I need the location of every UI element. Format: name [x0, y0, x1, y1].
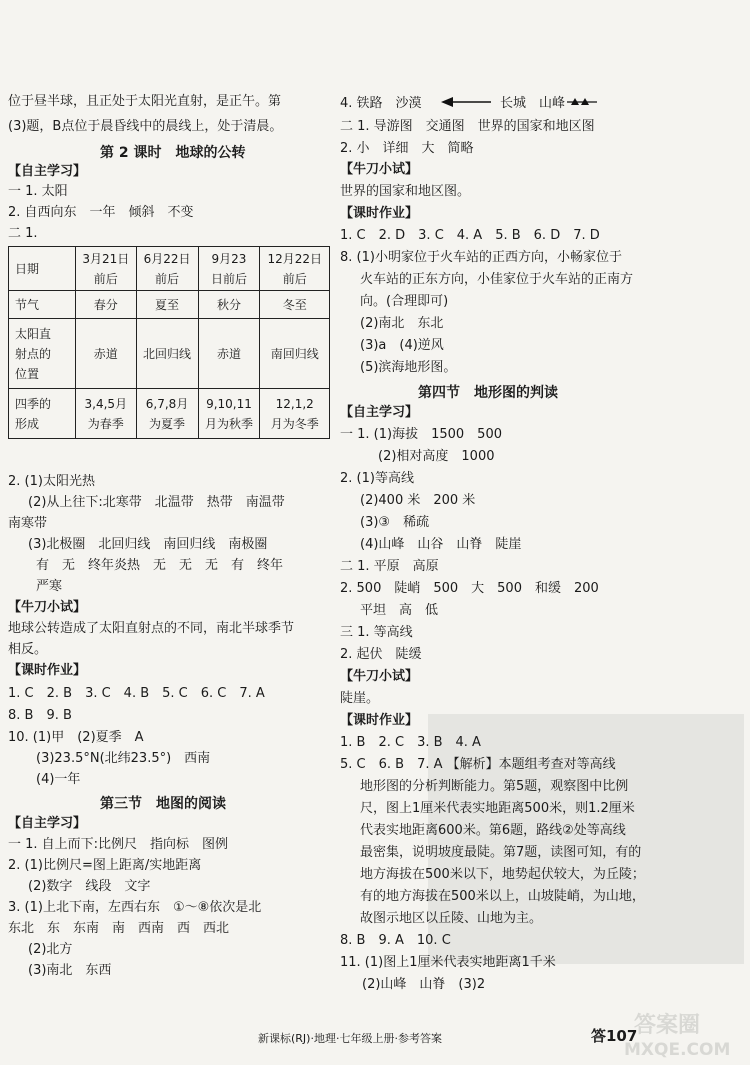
text-line: 2. 500 陡峭 500 大 500 和缓 200	[340, 581, 599, 596]
text-line: 11. (1)图上1厘米代表实地距离1千米	[340, 955, 556, 970]
text-line: (3)北极圈 北回归线 南回归线 南极圈	[28, 537, 268, 552]
text-line: 2. (1)等高线	[340, 471, 414, 486]
section-label: 【自主学习】	[8, 816, 87, 831]
page-footer: 新课标(RJ)·地理·七年级上册·参考答案	[258, 1032, 442, 1045]
text-line: 二 1. 平原 高原	[340, 559, 439, 574]
season-table	[8, 246, 330, 439]
table-cell: 赤道	[198, 319, 260, 389]
section-label: 【课时作业】	[340, 713, 419, 728]
arrow-left-icon	[441, 95, 493, 109]
section-title: 第四节 地形图的判读	[418, 385, 558, 401]
text-line: 世界的国家和地区图。	[340, 184, 471, 199]
text-line: (2)南北 东北	[360, 316, 444, 331]
text-line: (2)从上往下:北寒带 北温带 热带 南温带	[28, 495, 285, 510]
text-line: 8. B 9. B	[8, 708, 72, 723]
page-number: 答107	[591, 1027, 638, 1045]
text-line: (2)数字 线段 文字	[28, 879, 151, 894]
table-cell: 秋分	[198, 291, 260, 319]
text-line: 一 1. 太阳	[8, 184, 68, 199]
text-line: 2. 自西向东 一年 倾斜 不变	[8, 205, 194, 220]
text-line: 南寒带	[8, 516, 48, 531]
text-line: (3)③ 稀疏	[360, 515, 430, 530]
text-line: 尺，图上1厘米代表实地距离500米，则1.2厘米	[360, 801, 635, 816]
text-line: 火车站的正东方向，小佳家位于火车站的正南方	[360, 272, 634, 287]
section-label: 【牛刀小试】	[340, 162, 419, 177]
text-line: 1. C 2. D 3. C 4. A 5. B 6. D 7. D	[340, 228, 600, 243]
text-line: 4. 铁路 沙漠	[340, 96, 422, 111]
text-line: (4)山峰 山谷 山脊 陡崖	[360, 537, 522, 552]
table-cell: 9月23 日前后	[198, 247, 260, 291]
section-label: 【自主学习】	[8, 164, 87, 179]
text-line: 10. (1)甲 (2)夏季 A	[8, 730, 144, 745]
table-cell: 南回归线	[260, 319, 330, 389]
table-cell: 6月22日 前后	[136, 247, 198, 291]
text-line: 二 1.	[8, 226, 38, 241]
text-line: 5. C 6. B 7. A 【解析】本题组考查对等高线	[340, 757, 616, 772]
text-line: (5)滨海地形图。	[360, 360, 457, 375]
text-line: 有的地方海拔在500米以上，山坡陡峭，为山地，	[360, 889, 645, 904]
text-line: 平坦 高 低	[360, 603, 439, 618]
text-line: (3)a (4)逆风	[360, 338, 444, 353]
text-line: 故图示地区以丘陵、山地为主。	[360, 911, 543, 926]
text-line: 地球公转造成了太阳直射点的不同，南北半球季节	[8, 621, 295, 636]
text-line: (3)南北 东西	[28, 963, 112, 978]
section-label: 【课时作业】	[340, 206, 419, 221]
text-line: 地形图的分析判断能力。第5题，观察图中比例	[360, 779, 629, 794]
table-cell: 9,10,11 月为秋季	[198, 389, 260, 439]
watermark-url: MXQE.COM	[624, 1040, 731, 1060]
text-line: 2. (1)比例尺=图上距离/实地距离	[8, 858, 202, 873]
text-line: (2)400 米 200 米	[360, 493, 476, 508]
text-line: 最密集，说明坡度最陡。第7题，读图可知，有的	[360, 845, 642, 860]
table-cell: 赤道	[76, 319, 137, 389]
lesson-title: 第 2 课时 地球的公转	[100, 145, 246, 161]
section-label: 【课时作业】	[8, 663, 87, 678]
table-cell: 太阳直 射点的 位置	[9, 319, 76, 389]
peak-symbol-icon	[567, 95, 597, 109]
text-line: 2. 小 详细 大 简略	[340, 141, 474, 156]
table-cell: 12,1,2 月为冬季	[260, 389, 330, 439]
table-cell: 3,4,5月 为春季	[76, 389, 137, 439]
text-line: 二 1. 导游图 交通图 世界的国家和地区图	[340, 119, 595, 134]
text-line: 陡崖。	[340, 691, 380, 706]
text-line: 一 1. (1)海拔 1500 500	[340, 427, 502, 442]
text-line: 地方海拔在500米以下，地势起伏较大，为丘陵；	[360, 867, 645, 882]
text-line: 2. 起伏 陡缓	[340, 647, 422, 662]
table-cell: 春分	[76, 291, 137, 319]
text-line: (3)23.5°N(北纬23.5°) 西南	[36, 751, 211, 766]
section-label: 【牛刀小试】	[8, 600, 87, 615]
text-line: (3)题，B点位于晨昏线中的晨线上，处于清晨。	[8, 119, 283, 134]
text-line: (4)一年	[36, 772, 81, 787]
text-line: 8. B 9. A 10. C	[340, 933, 451, 948]
table-header: 日期	[9, 247, 76, 291]
text-line: 相反。	[8, 642, 48, 657]
table-cell: 12月22日 前后	[260, 247, 330, 291]
text-line: 代表实地距离600米。第6题，路线②处等高线	[360, 823, 626, 838]
text-line: 向。(合理即可)	[360, 294, 449, 309]
table-cell: 6,7,8月 为夏季	[136, 389, 198, 439]
text-line: 位于昼半球，且正处于太阳光直射，是正午。第	[8, 94, 282, 109]
table-cell: 3月21日 前后	[76, 247, 137, 291]
section-label: 【自主学习】	[340, 405, 419, 420]
text-line: (2)山峰 山脊 (3)2	[362, 977, 486, 992]
text-line: 2. (1)太阳光热	[8, 474, 95, 489]
text-line: 3. (1)上北下南，左西右东 ①～⑧依次是北	[8, 900, 262, 915]
text-line: (2)相对高度 1000	[378, 449, 495, 464]
section-label: 【牛刀小试】	[340, 669, 419, 684]
section-title: 第三节 地图的阅读	[100, 796, 226, 812]
text-line: 有 无 终年炎热 无 无 无 有 终年	[36, 558, 284, 573]
text-line: 长城 山峰	[500, 96, 566, 111]
table-cell: 北回归线	[136, 319, 198, 389]
text-line: 三 1. 等高线	[340, 625, 413, 640]
table-cell: 四季的 形成	[9, 389, 76, 439]
text-line: (2)北方	[28, 942, 73, 957]
table-cell: 夏至	[136, 291, 198, 319]
text-line: 8. (1)小明家位于火车站的正西方向，小畅家位于	[340, 250, 622, 265]
text-line: 东北 东 东南 南 西南 西 西北	[8, 921, 230, 936]
table-cell: 节气	[9, 291, 76, 319]
table-cell: 冬至	[260, 291, 330, 319]
text-line: 严寒	[36, 579, 63, 594]
text-line: 1. B 2. C 3. B 4. A	[340, 735, 481, 750]
watermark-logo: 答案圈	[634, 1013, 701, 1038]
text-line: 1. C 2. B 3. C 4. B 5. C 6. C 7. A	[8, 686, 265, 701]
text-line: 一 1. 自上而下:比例尺 指向标 图例	[8, 837, 229, 852]
